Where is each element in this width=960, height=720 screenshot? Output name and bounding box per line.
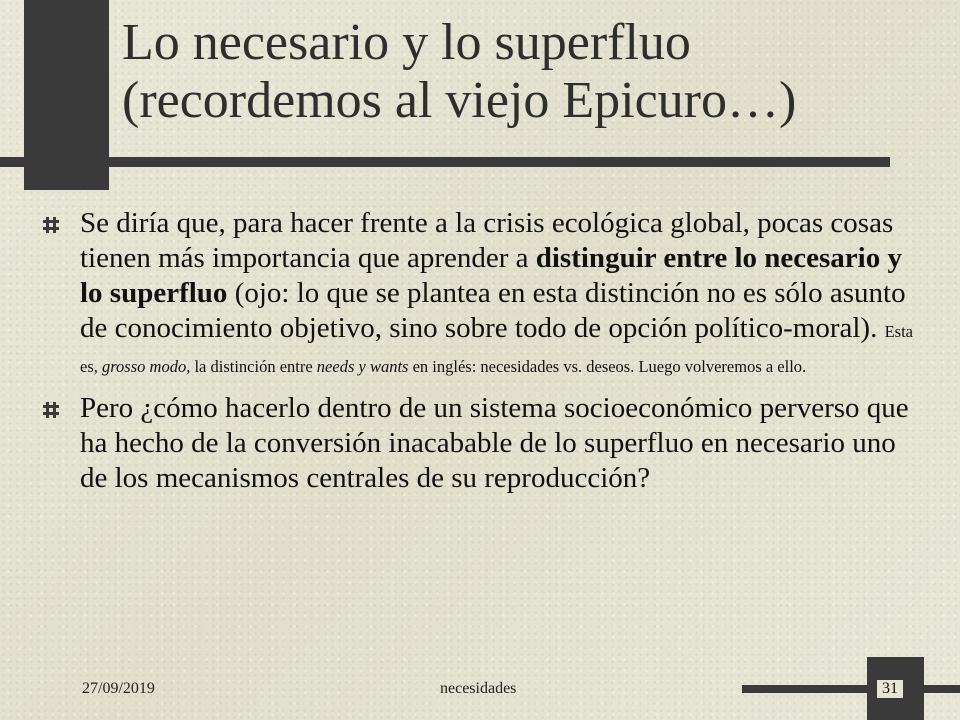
bullet-text-2: Pero ¿cómo hacerlo dentro de un sistema socioeconómico perverso que ha hecho de la conversión inacabable de lo superfluo en necesario uno de los mecanismos centrales de su reproducción? [80, 392, 909, 494]
slide-title [122, 14, 942, 130]
bullet-text-1 [80, 206, 920, 381]
slide-title-line-2: (recordemos al viejo Epicuro…) [122, 72, 797, 129]
note-italic-1: grosso modo, [102, 357, 191, 376]
note-part-2: la distinción entre [190, 357, 317, 376]
slide-title-line-1: Lo necesario y lo superfluo [122, 14, 691, 71]
note-part-1: Esta es, [80, 322, 914, 376]
hash-bullet-icon [42, 216, 60, 234]
note-italic-2: needs y wants [316, 357, 409, 376]
footer-date: 27/09/2019 [82, 680, 155, 697]
bullet-item-2 [40, 391, 920, 496]
bullet-item-1 [40, 206, 920, 381]
decorative-title-underline [0, 157, 890, 167]
bullet-1-bold-phrase: distinguir entre lo necesario y lo superfluo [80, 242, 902, 309]
hash-bullet-icon [42, 401, 60, 419]
bullet-1-part-1: Se diría que, para hacer frente a la crisis ecológica global, pocas cosas tienen más importancia que aprender a [80, 207, 894, 274]
decorative-footer-line [742, 685, 960, 693]
slide-body [40, 206, 920, 506]
note-part-3: en inglés: necesidades vs. deseos. Luego volveremos a ello. [408, 357, 807, 376]
footer-topic: necesidades [440, 680, 517, 697]
bullet-1-part-2: (ojo: lo que se plantea en esta distinción no es sólo asunto de conocimiento objetivo, sino sobre todo de opción político-moral). [80, 277, 906, 344]
page-number: 31 [877, 680, 903, 698]
